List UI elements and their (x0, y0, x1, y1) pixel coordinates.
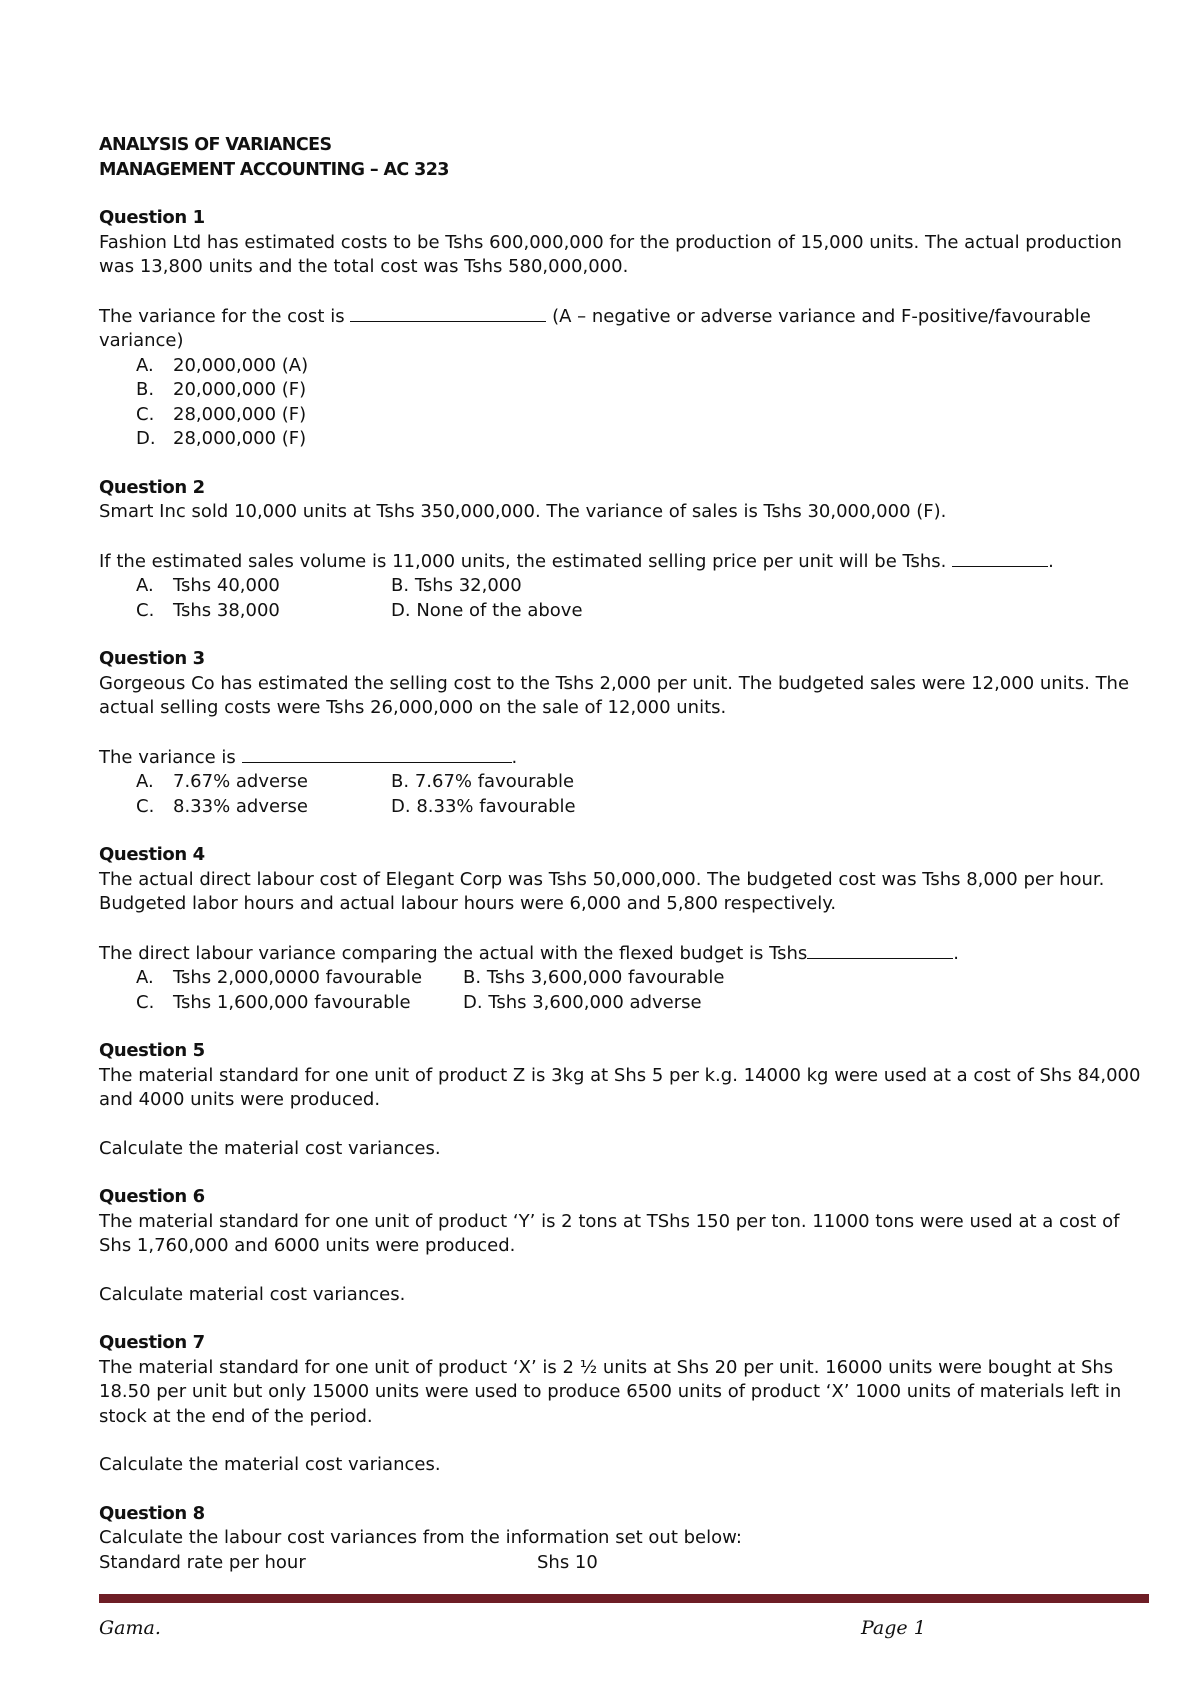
question-2-heading: Question 2 (99, 476, 205, 498)
question-7-heading: Question 7 (99, 1332, 205, 1353)
question-4-text-line-1: The actual direct labour cost of Elegant Corp was Tshs 50,000,000. The budgeted cost was Tshs 8,000 per hour. (99, 868, 1105, 890)
option-c: C. Tshs 1,600,000 favourable (136, 991, 411, 1013)
question-4-options (136, 966, 1149, 1015)
question-8-heading: Question 8 (99, 1502, 205, 1524)
option-b: B. 20,000,000 (F) (136, 379, 307, 400)
question-4-text-line-2: Budgeted labor hours and actual labour hours were 6,000 and 5,800 respectively. (99, 893, 837, 914)
question-6-text-line-1: The material standard for one unit of product ‘Y’ is 2 tons at TShs 150 per ton. 11000 tons were used at a cost of (99, 1210, 1120, 1232)
question-2-options (136, 574, 1149, 623)
question-5-heading: Question 5 (99, 1040, 205, 1061)
option-c: C. 8.33% adverse (136, 795, 308, 817)
row-value: Shs 10 (537, 1551, 598, 1573)
question-6-text-line-2: Shs 1,760,000 and 6000 units were produced. (99, 1235, 516, 1256)
question-6-instruction: Calculate material cost variances. (99, 1283, 406, 1305)
question-5-text-line-1: The material standard for one unit of product Z is 3kg at Shs 5 per k.g. 14000 kg were used at a cost of Shs 84,000 (99, 1064, 1141, 1086)
question-7-text-line-3: stock at the end of the period. (99, 1405, 373, 1427)
question-1-prompt-continued: variance) (99, 330, 184, 351)
question-1-prompt (99, 304, 1149, 330)
question-3-text-line-1: Gorgeous Co has estimated the selling cost to the Tshs 2,000 per unit. The budgeted sales were 12,000 units. The (99, 672, 1130, 694)
question-3-text-line-2: actual selling costs were Tshs 26,000,000 on the sale of 12,000 units. (99, 697, 727, 718)
question-8-text-line-1: Calculate the labour cost variances from the information set out below: (99, 1527, 742, 1548)
footer-author: Gama. (99, 1617, 161, 1639)
question-2-prompt: If the estimated sales volume is 11,000 units, the estimated selling price per unit will be Tshs. . (99, 550, 1054, 572)
footer-rule (99, 1594, 1149, 1603)
question-3-heading: Question 3 (99, 648, 205, 669)
option-b: B. 7.67% favourable (391, 771, 575, 792)
question-7-text-line-2: 18.50 per unit but only 15000 units were used to produce 6500 units of product ‘X’ 1000 units of materials left in (99, 1381, 1122, 1402)
question-1-options (136, 354, 1149, 452)
answer-blank (350, 304, 546, 322)
option-c: C. Tshs 38,000 (136, 599, 280, 621)
option-d: D. Tshs 3,600,000 adverse (463, 991, 702, 1013)
answer-blank (807, 941, 953, 959)
option-d: D. 28,000,000 (F) (136, 428, 307, 449)
question-1-prompt-after: (A – negative or adverse variance and F-positive/favourable (552, 305, 1091, 327)
question-4-prompt: The direct labour variance comparing the actual with the flexed budget is Tshs . (99, 942, 960, 964)
answer-blank (952, 549, 1048, 567)
option-b: B. Tshs 3,600,000 favourable (463, 967, 725, 988)
question-5-instruction: Calculate the material cost variances. (99, 1137, 441, 1159)
option-d: D. None of the above (391, 599, 583, 621)
row-label: Standard rate per hour (99, 1551, 306, 1573)
option-a: A. Tshs 2,000,0000 favourable (136, 967, 423, 988)
document-subtitle: MANAGEMENT ACCOUNTING – AC 323 (99, 159, 449, 180)
question-1-text-line-1: Fashion Ltd has estimated costs to be Tshs 600,000,000 for the production of 15,000 units. The actual production (99, 231, 1122, 253)
question-3-prompt: The variance is . (99, 746, 518, 768)
option-a: A. Tshs 40,000 (136, 575, 280, 596)
document-page (99, 133, 1149, 1575)
question-8-data-row (99, 1551, 1149, 1576)
document-title: ANALYSIS OF VARIANCES (99, 135, 332, 155)
question-7-instruction: Calculate the material cost variances. (99, 1454, 441, 1475)
page-number: Page 1 (861, 1617, 926, 1639)
option-b: B. Tshs 32,000 (391, 575, 522, 596)
question-2-text-line-1: Smart Inc sold 10,000 units at Tshs 350,000,000. The variance of sales is Tshs 30,000,000 (F). (99, 501, 947, 522)
question-5-text-line-2: and 4000 units were produced. (99, 1089, 381, 1110)
page-footer (99, 1616, 1149, 1641)
question-7-text-line-1: The material standard for one unit of product ‘X’ is 2 ½ units at Shs 20 per unit. 16000 units were bought at Shs (99, 1356, 1114, 1378)
question-1-text-line-2: was 13,800 units and the total cost was Tshs 580,000,000. (99, 256, 629, 277)
question-6-heading: Question 6 (99, 1186, 205, 1207)
question-1-heading: Question 1 (99, 207, 205, 228)
option-a: A. 7.67% adverse (136, 771, 308, 792)
question-1-prompt-before: The variance for the cost is (99, 305, 345, 327)
question-4-heading: Question 4 (99, 844, 205, 865)
question-3-options (136, 770, 1149, 819)
option-d: D. 8.33% favourable (391, 795, 576, 817)
answer-blank (242, 745, 512, 763)
option-c: C. 28,000,000 (F) (136, 403, 307, 425)
option-a: A. 20,000,000 (A) (136, 354, 309, 376)
